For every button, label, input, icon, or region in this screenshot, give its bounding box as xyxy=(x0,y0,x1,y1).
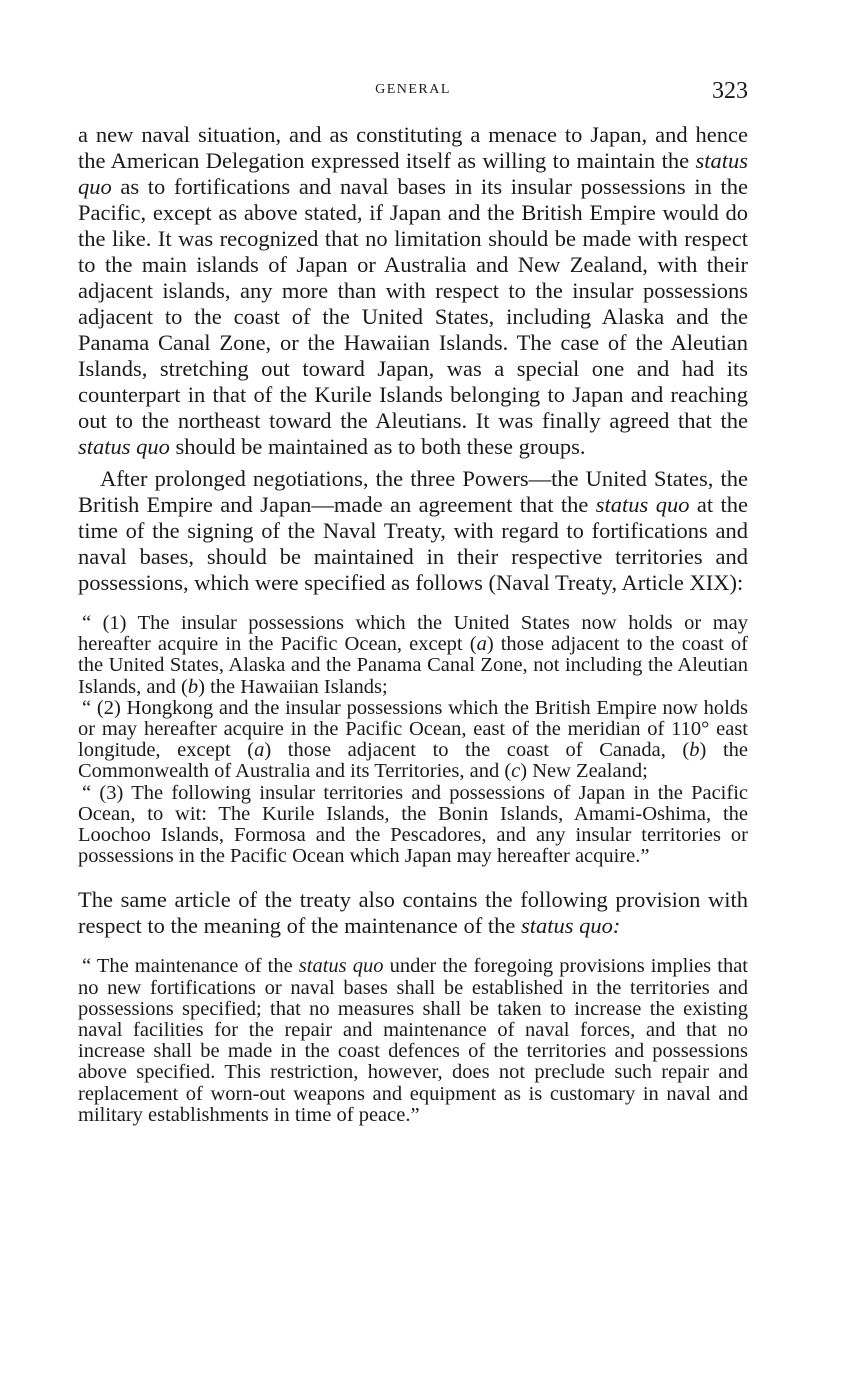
quote-clause-1: “ (1) The insular possessions which the United States now holds or may hereafter acquire in the Pacific Ocean, except (a) those adjacent to the coast of the United States, Alaska and the Panama Canal Zone, not including the Aleutian Islands, and (b) the Hawaiian Islands; xyxy=(78,612,748,698)
quote-maintenance: “ The maintenance of the status quo under the foregoing provisions implies that no new fortifications or naval bases shall be established in the territories and possessions specified; that no measures shall be taken to increase the existing naval facilities for the repair and maintenance of naval forces, and that no increase shall be made in the coast defences of the territories and possessions above specified. This restriction, however, does not preclude such repair and replacement of worn-out weapons and equipment as is customary in naval and military establishments in time of peace.” xyxy=(78,955,748,1126)
page-number: 323 xyxy=(712,78,748,104)
running-head: GENERAL xyxy=(375,82,451,97)
paragraph-continued: a new naval situation, and as constituting a menace to Japan, and hence the American Delegation expressed itself as willing to maintain the status quo as to fortifications and naval bases in its insular possessions in the Pacific, except as above stated, if Japan and the British Empire would do the like. It was recognized that no limitation should be made with respect to the main islands of Japan or Australia and New Zealand, with their adjacent islands, any more than with respect to the insular possessions adjacent to the coast of the United States, including Alaska and the Panama Canal Zone, or the Hawaiian Islands. The case of the Aleutian Islands, stretching out toward Japan, was a special one and had its counterpart in that of the Kurile Islands belonging to Japan and reaching out to the northeast toward the Aleutians. It was finally agreed that the status quo should be maintained as to both these groups. xyxy=(78,122,748,459)
quote-clause-2: “ (2) Hongkong and the insular possessions which the British Empire now holds or may hereafter acquire in the Pacific Ocean, east of the meridian of 110° east longitude, except (a) those adjacent to the coast of Canada, (b) the Commonwealth of Australia and its Territories, and (c) New Zealand; xyxy=(78,696,748,783)
treaty-quotation-article-xix xyxy=(78,613,748,867)
quote-clause-3: “ (3) The following insular territories and possessions of Japan in the Pacific Ocean, to wit: The Kurile Islands, the Bonin Islands, Amami-Oshima, the Loochoo Islands, Formosa and the Pescadores, and any insular territories or possessions in the Pacific Ocean which Japan may hereafter acquire.” xyxy=(78,781,748,868)
paragraph-same-article: The same article of the treaty also contains the following provision with respect to the meaning of the maintenance of the status quo: xyxy=(78,887,748,939)
page-body xyxy=(78,122,748,1126)
page-header xyxy=(78,78,748,110)
treaty-quotation-status-quo xyxy=(78,956,748,1126)
paragraph-negotiations: After prolonged negotiations, the three Powers—the United States, the British Empire and Japan—made an agreement that the status quo at the time of the signing of the Naval Treaty, with regard to fortifications and naval bases, should be maintained in their respective territories and possessions, which were specified as follows (Naval Treaty, Article XIX): xyxy=(78,466,748,595)
